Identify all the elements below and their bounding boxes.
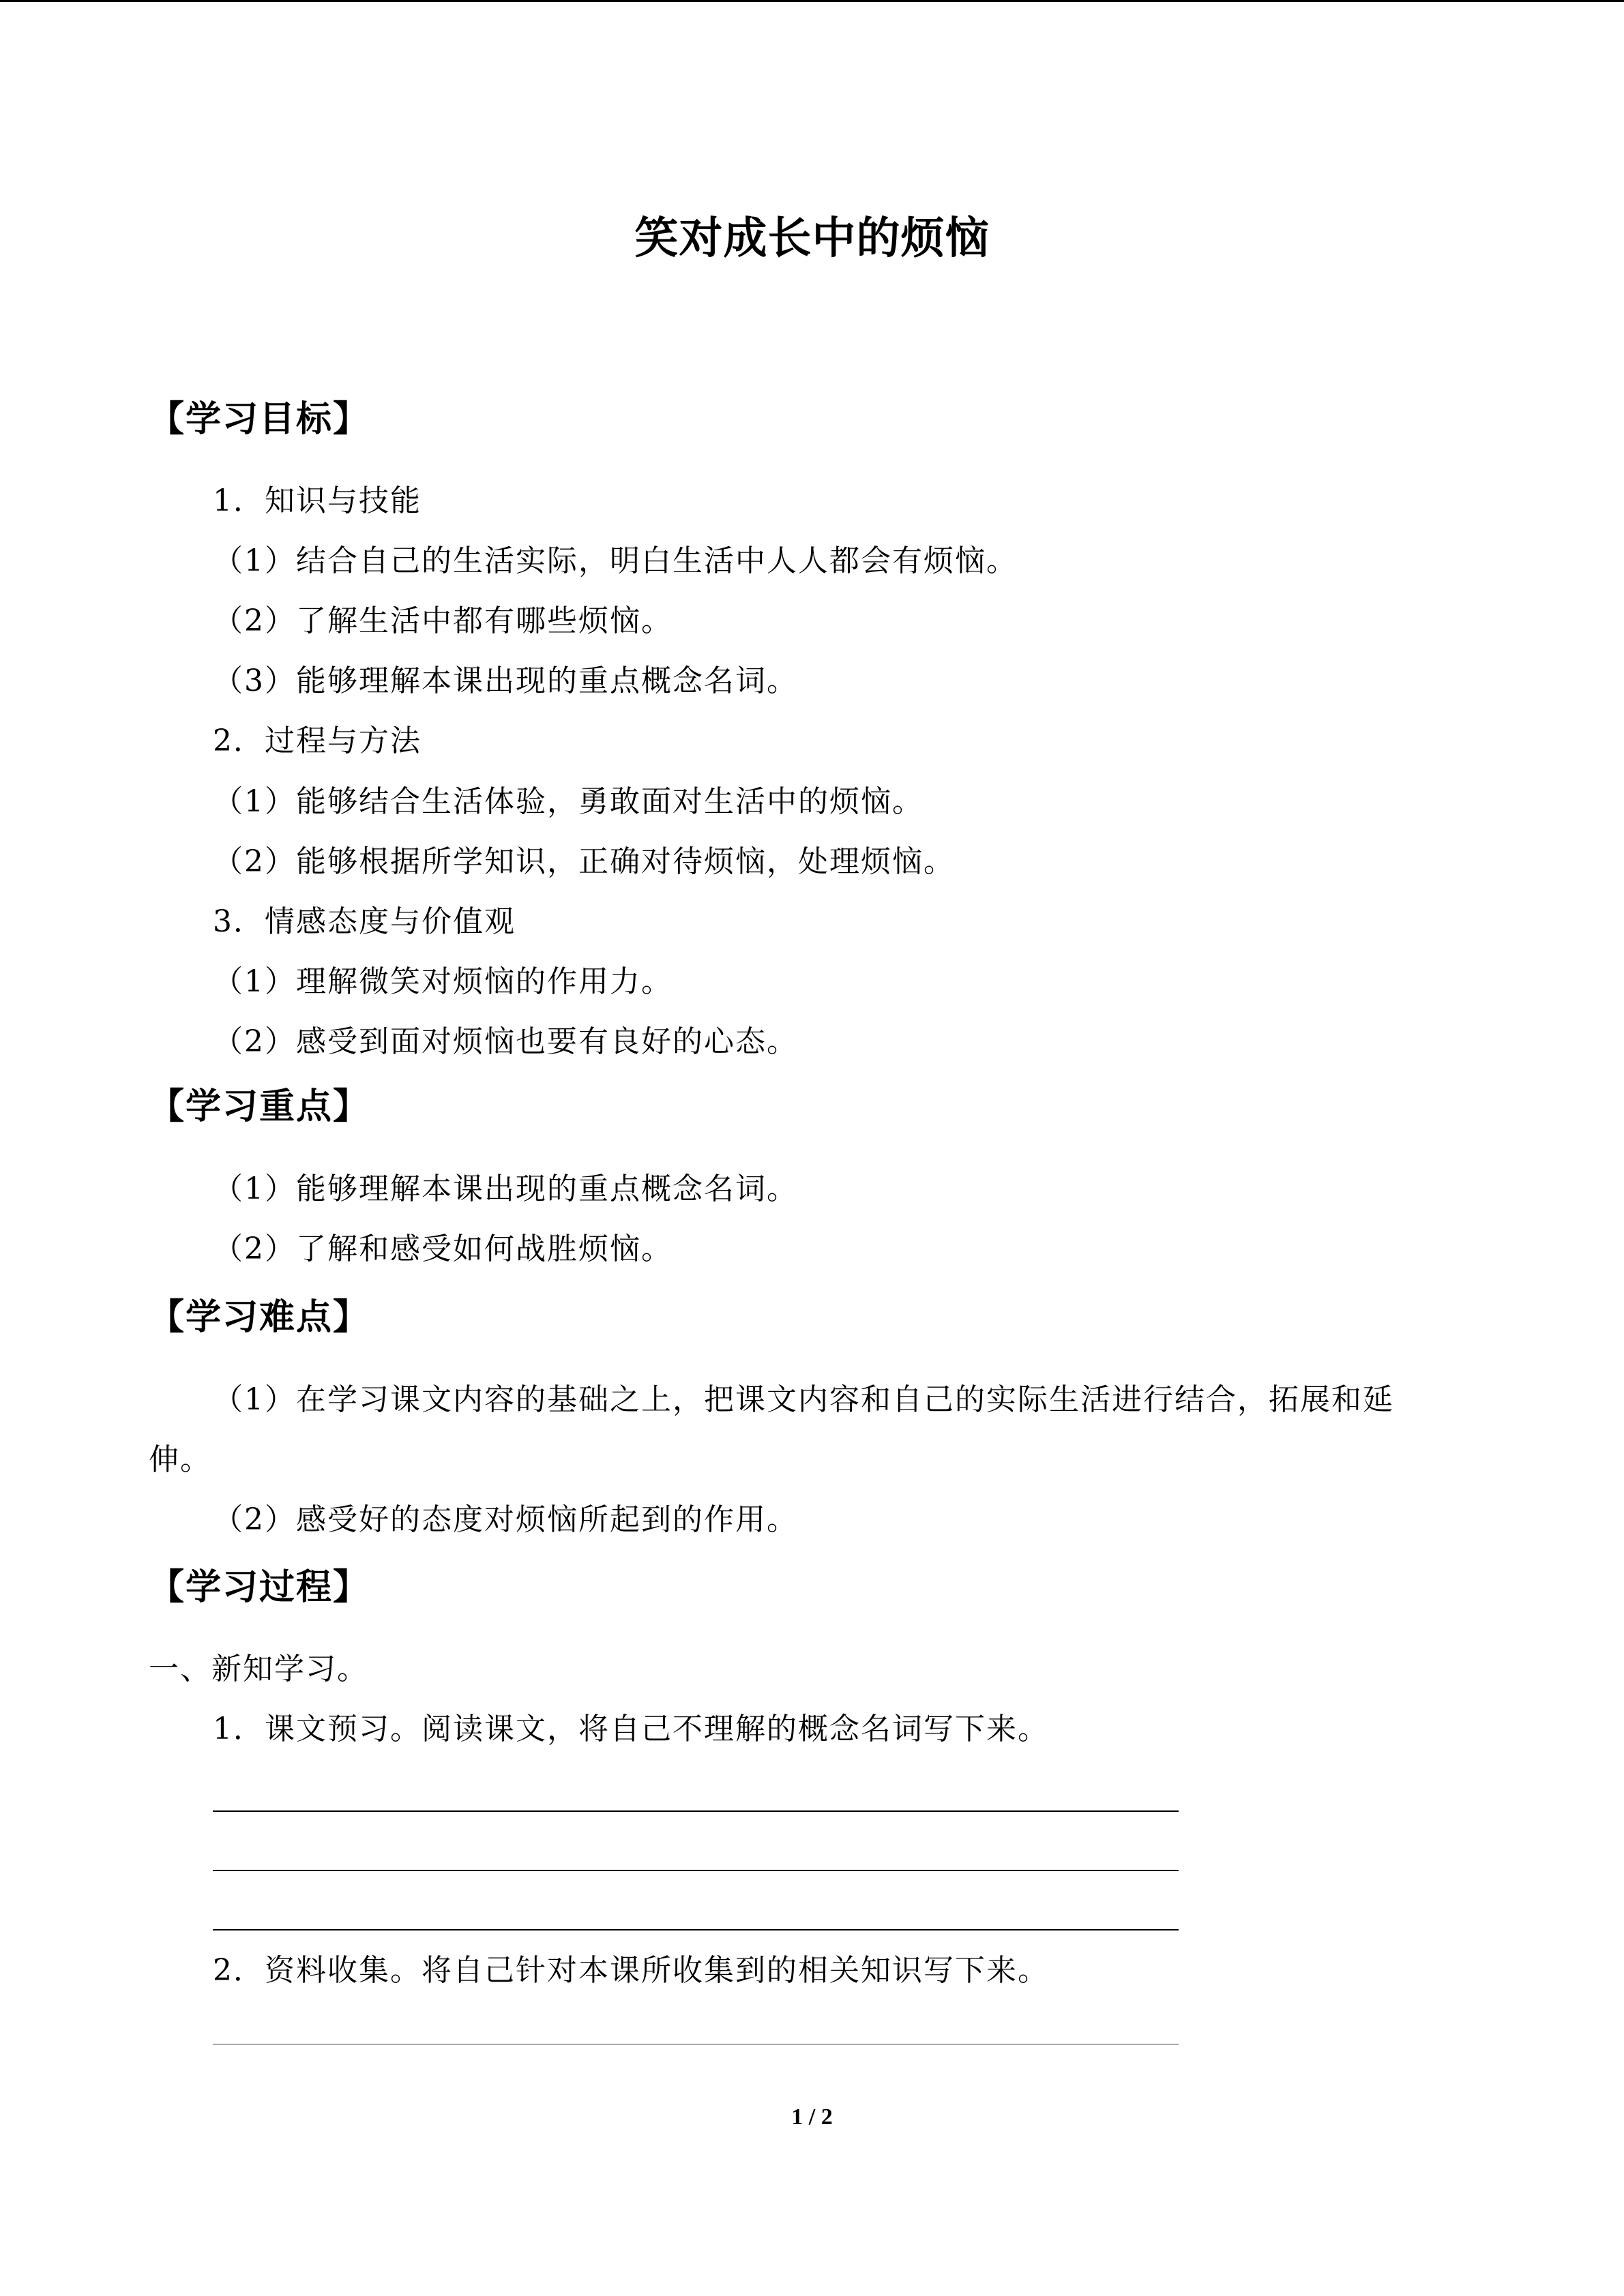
difficulty-item: （1）在学习课文内容的基础之上，把课文内容和自己的实际生活进行结合，拓展和延 — [213, 1382, 1394, 1417]
answer-line[interactable] — [213, 1870, 1179, 1871]
objective-item: （1）能够结合生活体验，勇敢面对生活中的烦恼。 — [213, 784, 924, 819]
objective-item: 1．知识与技能 — [213, 483, 422, 518]
section-heading-objectives: 【学习目标】 — [149, 399, 370, 440]
objective-item: 2．过程与方法 — [213, 724, 422, 758]
answer-line[interactable] — [213, 1810, 1179, 1812]
process-item: 1．课文预习。阅读课文，将自己不理解的概念名词写下来。 — [213, 1712, 1049, 1746]
answer-line[interactable] — [213, 1929, 1179, 1930]
section-heading-key-points: 【学习重点】 — [149, 1086, 370, 1127]
key-point-item: （1）能够理解本课出现的重点概念名词。 — [213, 1172, 798, 1206]
process-item: 2．资料收集。将自己针对本课所收集到的相关知识写下来。 — [213, 1953, 1049, 1988]
objective-item: （2）了解生活中都有哪些烦恼。 — [213, 603, 673, 638]
key-point-item: （2）了解和感受如何战胜烦恼。 — [213, 1232, 673, 1266]
difficulty-item-continued: 伸。 — [149, 1442, 211, 1477]
objective-item: （2）感受到面对烦恼也要有良好的心态。 — [213, 1024, 798, 1059]
objective-item: 3．情感态度与价值观 — [213, 904, 516, 939]
section-heading-difficulties: 【学习难点】 — [149, 1297, 370, 1338]
difficulty-item: （2）感受好的态度对烦恼所起到的作用。 — [213, 1502, 798, 1537]
page-number: 1 / 2 — [791, 2104, 833, 2130]
process-subheading: 一、新知学习。 — [149, 1652, 368, 1686]
section-heading-process: 【学习过程】 — [149, 1567, 370, 1608]
objective-item: （1）结合自己的生活实际，明白生活中人人都会有烦恼。 — [213, 543, 1018, 578]
answer-line[interactable] — [213, 2044, 1179, 2045]
objective-item: （2）能够根据所学知识，正确对待烦恼，处理烦恼。 — [213, 844, 955, 879]
objective-item: （1）理解微笑对烦恼的作用力。 — [213, 964, 673, 999]
page-top-border — [0, 0, 1624, 2]
objective-item: （3）能够理解本课出现的重点概念名词。 — [213, 664, 798, 698]
page-title: 笑对成长中的烦恼 — [634, 213, 990, 264]
